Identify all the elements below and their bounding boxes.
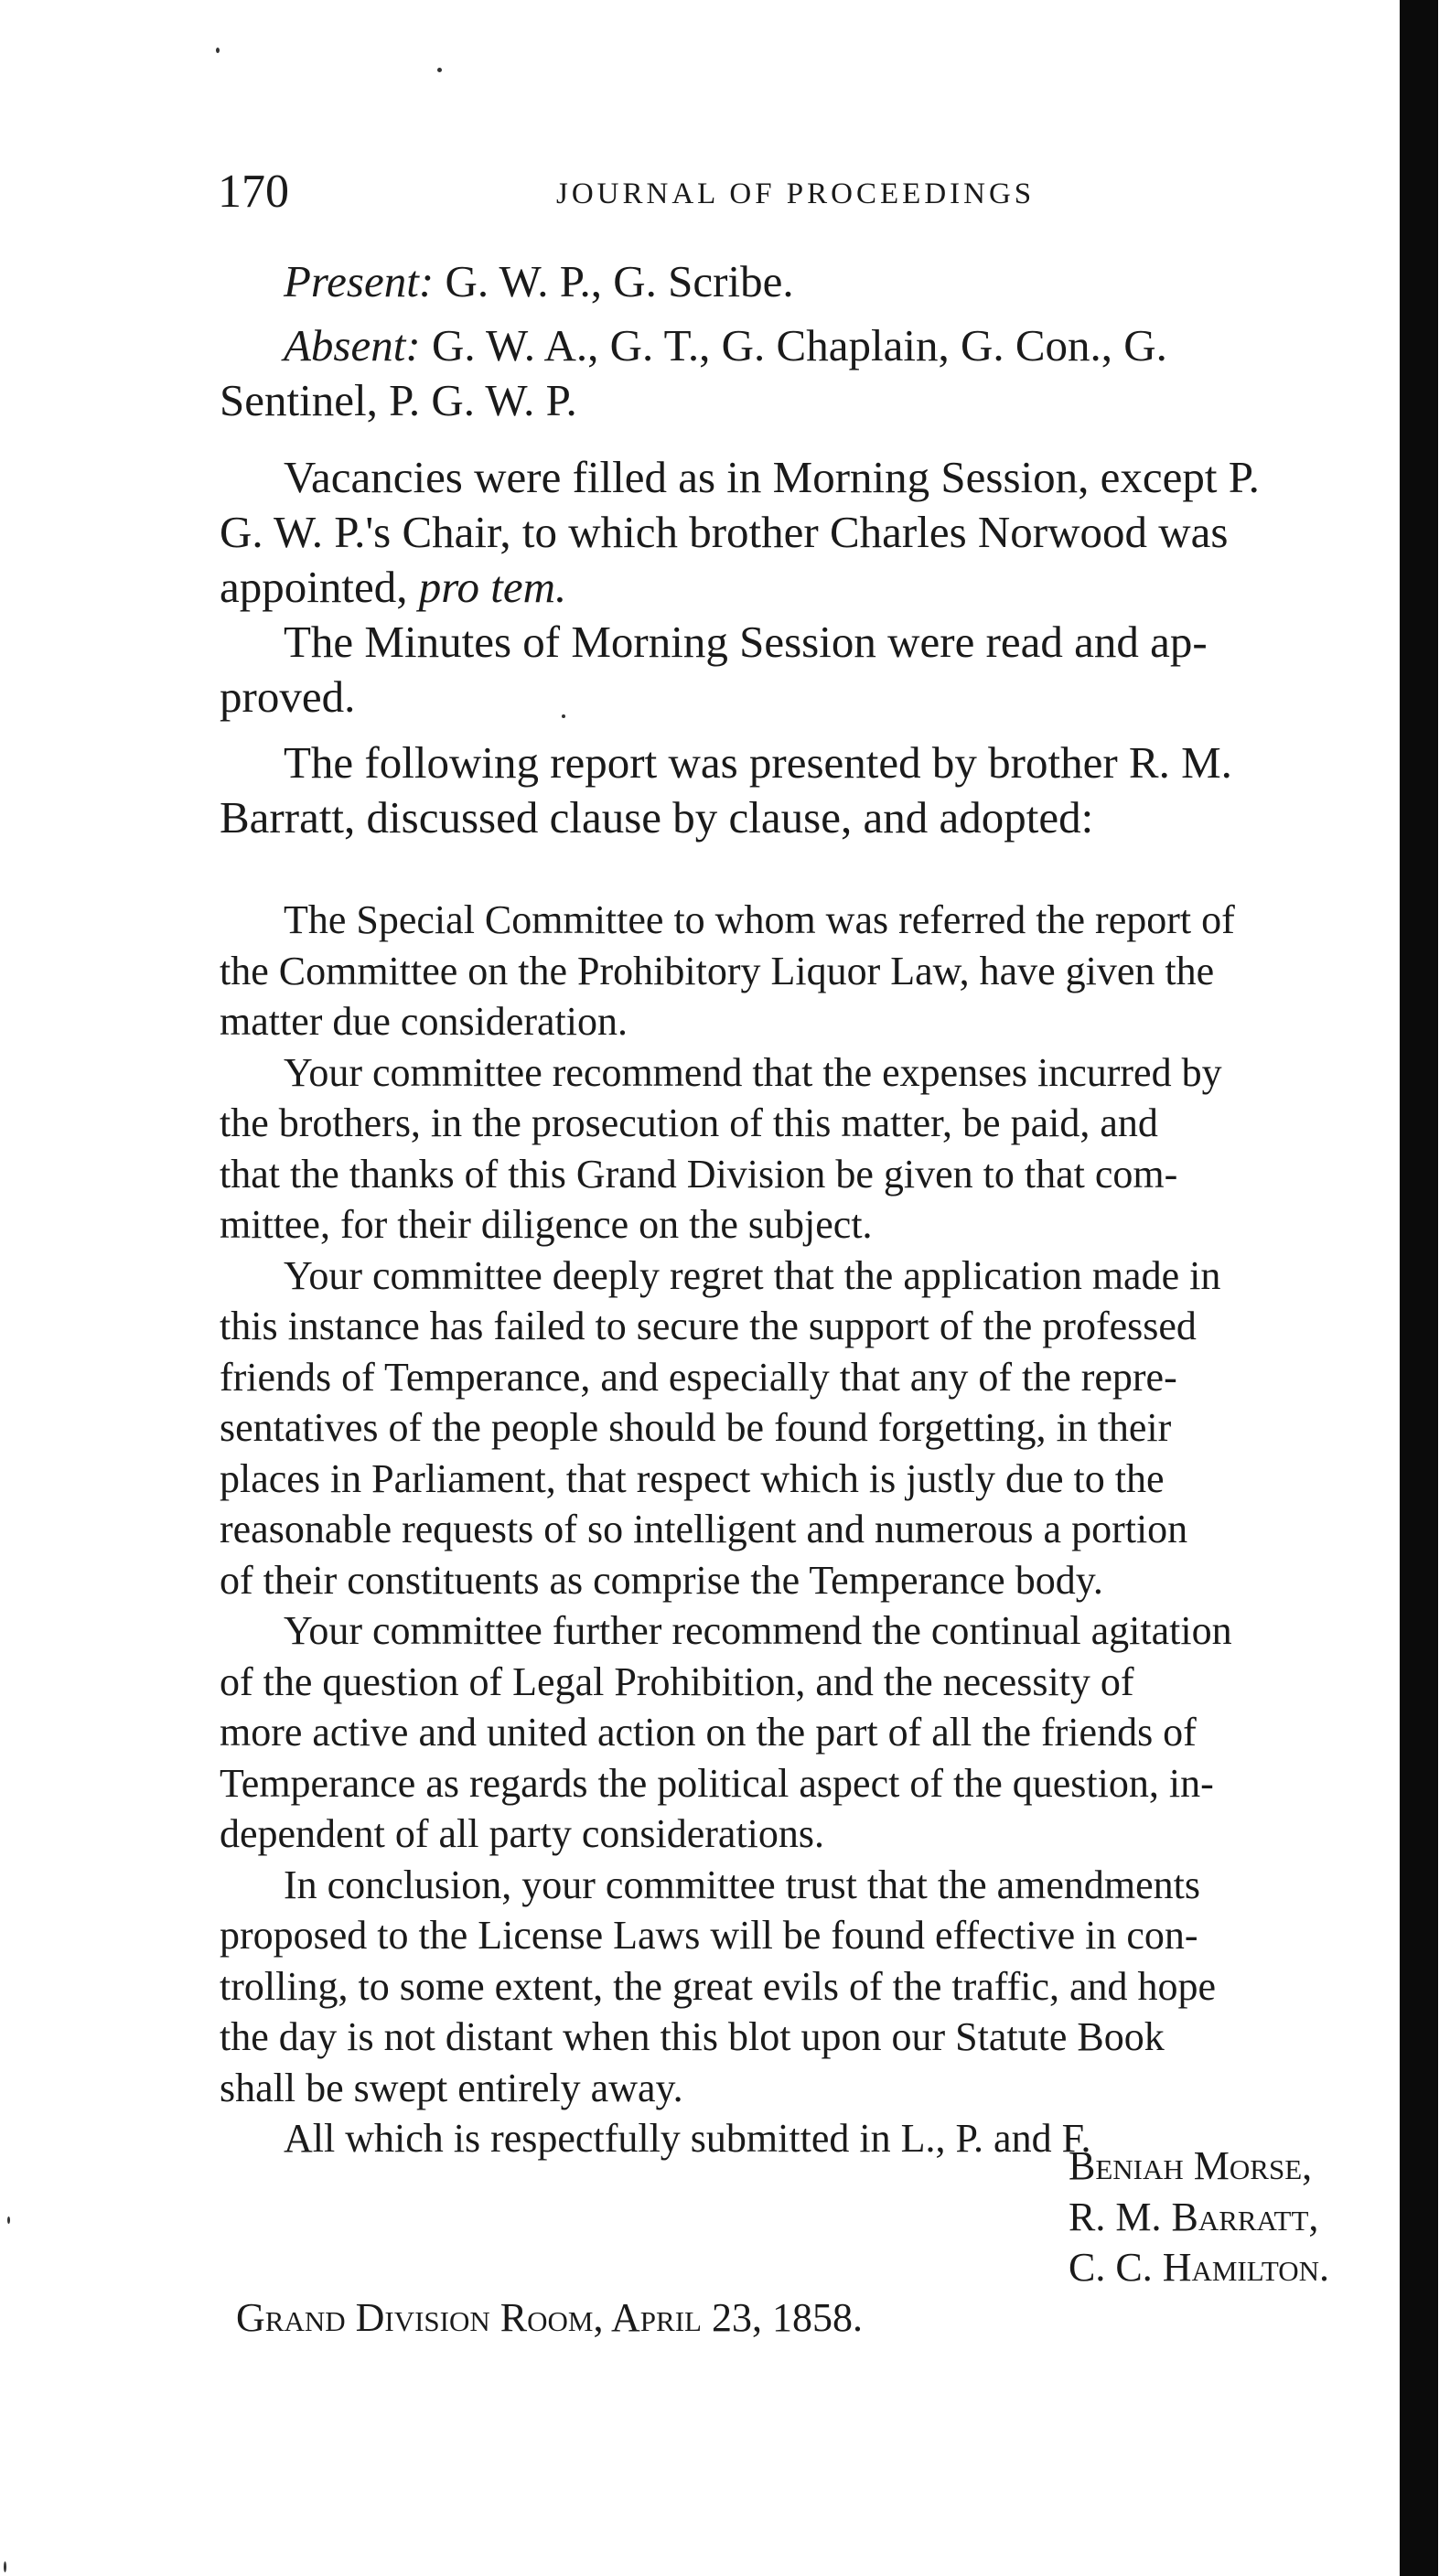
report-line: sentatives of the people should be found forgetting, in their [220, 1405, 1172, 1450]
report-paragraph-1 [220, 895, 1400, 1047]
running-head: JOURNAL OF PROCEEDINGS [556, 177, 1036, 210]
report-line: of the question of Legal Prohibition, and the necessity of [220, 1658, 1134, 1704]
vacancies-appointed: appointed, [220, 562, 408, 612]
report-line: Your committee deeply regret that the application made in [284, 1252, 1221, 1298]
report-line: that the thanks of this Grand Division be given to that com- [220, 1151, 1178, 1197]
page-number: 170 [218, 166, 289, 218]
minutes-line-2: proved. [220, 671, 356, 722]
report-line: In conclusion, your committee trust that the amendments [284, 1862, 1200, 1907]
report-line: the Committee on the Prohibitory Liquor Law, have given the [220, 948, 1215, 993]
scan-speck [7, 2216, 10, 2224]
report-line: the brothers, in the prosecution of this matter, be paid, and [220, 1100, 1158, 1145]
report-line: proposed to the License Laws will be found effective in con- [220, 1913, 1198, 1958]
report-line: Your committee further recommend the continual agitation [284, 1608, 1232, 1653]
scan-speck [437, 68, 442, 72]
pro-tem: pro tem. [418, 562, 567, 612]
vacancies-line-2: G. W. P.'s Chair, to which brother Charles Norwood was [220, 507, 1229, 557]
present-label: Present: [284, 256, 435, 306]
report-line: The Special Committee to whom was referred the report of [284, 897, 1235, 942]
report-line: trolling, to some extent, the great evils of the traffic, and hope [220, 1963, 1217, 2009]
report-line: mittee, for their diligence on the subject. [220, 1202, 873, 1247]
report-line: Temperance as regards the political aspect of the question, in- [220, 1760, 1214, 1806]
report-paragraph-4 [220, 1605, 1400, 1860]
vacancies-line-3 [220, 560, 1400, 615]
report-line: reasonable requests of so intelligent and numerous a portion [220, 1507, 1188, 1551]
absent-label: Absent: [284, 320, 421, 370]
page-body [220, 254, 1400, 2164]
report-paragraph-3 [220, 1250, 1400, 1606]
absent-text: G. W. A., G. T., G. Chaplain, G. Con., G. [431, 320, 1167, 370]
report-intro-line-1: The following report was presented by brother R. M. [284, 737, 1232, 788]
report-paragraph-5 [220, 1860, 1400, 2114]
report-line: the day is not distant when this blot upon our Statute Book [220, 2014, 1165, 2059]
minutes-line-1: The Minutes of Morning Session were read and ap- [284, 617, 1208, 667]
signature-barratt: R. M. Barratt, [1069, 2194, 1319, 2239]
report-line: more active and united action on the part of all the friends of [220, 1710, 1197, 1755]
report-line: dependent of all party considerations. [220, 1811, 825, 1856]
vacancies-line-1: Vacancies were filled as in Morning Session, except P. [284, 452, 1260, 502]
present-line [220, 254, 1400, 309]
closing-line: All which is respectfully submitted in L., P. and F. [284, 2116, 1091, 2161]
report-paragraph-2 [220, 1047, 1400, 1250]
report-line: Your committee recommend that the expenses incurred by [284, 1049, 1222, 1095]
date-line: Grand Division Room, April 23, 1858. [236, 2295, 863, 2340]
report-intro-line-2: Barratt, discussed clause by clause, and adopted: [220, 792, 1094, 843]
signature-hamilton: C. C. Hamilton. [1069, 2245, 1329, 2290]
signature-block [1069, 2141, 1434, 2293]
report-line: friends of Temperance, and especially that any of the repre- [220, 1354, 1177, 1400]
section-gap [220, 845, 1400, 895]
report-line: this instance has failed to secure the support of the professed [220, 1304, 1197, 1348]
signature-morse: Beniah Morse, [1069, 2143, 1313, 2188]
report-line: places in Parliament, that respect which is justly due to the [220, 1455, 1165, 1501]
absent-line-continued: Sentinel, P. G. W. P. [220, 375, 577, 425]
page-header [218, 165, 1407, 229]
scan-speck [4, 2561, 6, 2572]
report-line: matter due consideration. [220, 999, 628, 1044]
scan-speck [216, 48, 220, 53]
report-line: shall be swept entirely away. [220, 2065, 683, 2110]
absent-line [220, 318, 1400, 373]
present-text: G. W. P., G. Scribe. [445, 256, 794, 306]
report-line: of their constituents as comprise the Temperance body. [220, 1557, 1103, 1603]
